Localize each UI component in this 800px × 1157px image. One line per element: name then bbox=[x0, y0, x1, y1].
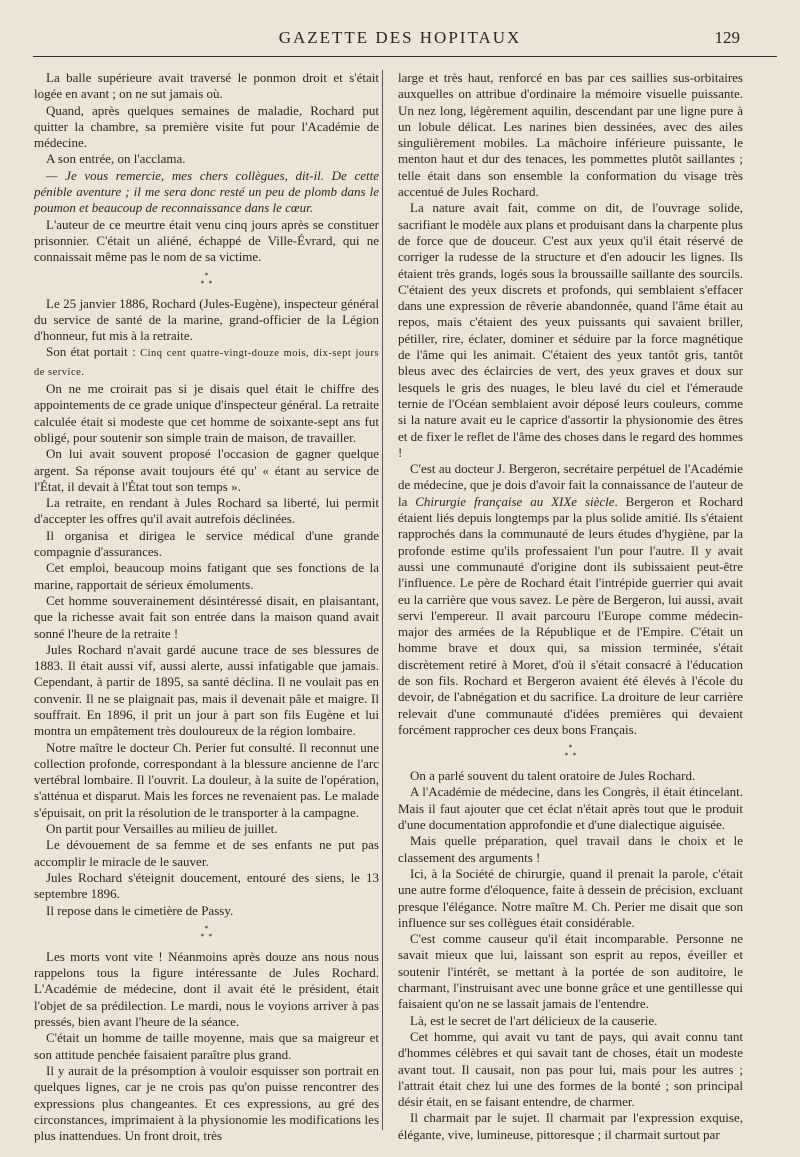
paragraph bbox=[398, 461, 743, 738]
quote-paragraph: — Je vous remercie, mes chers collègues, dit-il. De cette pénible aventure ; il me sera donc resté un peu de plomb dans le poumon et beaucoup de reconnaissance dans le cœur. bbox=[34, 167, 379, 216]
section-separator: * * * bbox=[564, 743, 577, 761]
header-rule bbox=[33, 56, 777, 57]
paragraph: Cet homme souverainement désintéressé disait, en plaisantant, que la richesse avait fait son entrée dans la maison quand avait sonné l'heure de la retraite ! bbox=[34, 592, 379, 641]
paragraph: C'est comme causeur qu'il était incomparable. Personne ne savait mieux que lui, laissant son esprit au repos, éveiller et soutenir l'intérêt, se mettant à la portée de son auditoire, le charmant, l'instruisant avec une bonne grâce et une gentillesse qui faisaient qu'on ne se lassait jamais de l'entendre. bbox=[398, 931, 743, 1012]
paragraph: Notre maître le docteur Ch. Perier fut consulté. Il reconnut une collection profonde, correspondant à la blessure ancienne de l'arc vertébral lombaire. Il l'ouvrit. La douleur, à la suite de l'opération, s'atténua et disparut. Mais les forces ne revenaient pas. Le malade s'épuisait, on prit la résolution de le transporter à la campagne. bbox=[34, 739, 379, 820]
paragraph: On a parlé souvent du talent oratoire de Jules Rochard. bbox=[410, 768, 696, 784]
paragraph: Jules Rochard n'avait gardé aucune trace de ses blessures de 1883. Il était aussi vif, aussi alerte, aussi infatigable que jamais. Cependant, à partir de 1895, sa santé déclina. Il ne voulait pas en convenir. Il ne se plaignait pas, mais il devenait pâle et maigre. Il souffrait. En 1896, il prit un jour à part son fils Eugène et lui montra un empâtement très douloureux de la région lombaire. bbox=[34, 641, 379, 739]
paragraph: On partit pour Versailles au milieu de juillet. bbox=[46, 821, 278, 837]
page-number: 129 bbox=[714, 28, 740, 47]
paragraph: Il organisa et dirigea le service médical d'une grande compagnie d'assurances. bbox=[34, 527, 379, 560]
paragraph: Cet homme, qui avait vu tant de pays, qui avait connu tant d'hommes célèbres et qui savait tant de choses, était un modeste avant tout. Il causait, non pas pour lui, mais pour les autres ; l'attrait était chez lui une des formes de la bonté ; son principal désir était, en se faisant entendre, de charmer. bbox=[398, 1028, 743, 1110]
paragraph: Cet emploi, beaucoup moins fatigant que ses fonctions de la marine, rapportait de sérieux émoluments. bbox=[34, 560, 379, 592]
paragraph: large et très haut, renforcé en bas par ces saillies sus-orbitaires auxquelles on attribue d'ordinaire la mémoire visuelle puissante. Un nez long, légèrement aquilin, descendant par une ligne pure à un lobule délicat. Les narines bien dessinées, avec des ailes singulièrement mobiles. La mâchoire inférieure puissante, le menton haut et dur des tenaces, les pommettes plutôt saillantes ; telle était dans son ensemble la conformation du visage très accentué de Jules Rochard. bbox=[398, 70, 743, 200]
left-column bbox=[34, 70, 379, 1144]
paragraph: Ici, à la Société de chirurgie, quand il prenait la parole, c'était une autre forme d'éloquence, faite à dessein de précision, excluant presque l'élégance. Notre maître M. Ch. Perier me disait que son influence sur ses collègues était considérable. bbox=[398, 865, 743, 930]
right-column bbox=[398, 70, 743, 1143]
paragraph: Mais quelle préparation, quel travail dans le choix et le classement des arguments ! bbox=[398, 833, 743, 865]
paragraph-intro: Son état portait : bbox=[46, 344, 141, 360]
paragraph: Le dévouement de sa femme et de ses enfants ne put pas accomplir le miracle de le sauver. bbox=[34, 837, 379, 869]
paragraph: La retraite, en rendant à Jules Rochard sa liberté, lui permit d'accepter les offres qu'il avait autrefois déclinées. bbox=[34, 495, 379, 527]
paragraph: L'auteur de ce meurtre était venu cinq jours après se constituer prisonnier. C'était un aliéné, échappé de Ville-Évrard, qui ne connaissait même pas le nom de sa victime. bbox=[34, 216, 379, 265]
running-header bbox=[0, 28, 800, 58]
paragraph: Il repose dans le cimetière de Passy. bbox=[46, 902, 234, 918]
paragraph: C'était un homme de taille moyenne, mais que sa maigreur et son attitude penchée faisaient paraître plus grand. bbox=[34, 1030, 379, 1062]
paragraph: A son entrée, on l'acclama. bbox=[46, 151, 186, 167]
paragraph: Les morts vont vite ! Néanmoins après douze ans nous nous rappelons tous la figure intéressante de Jules Rochard. L'Académie de médecine, dont il avait été le président, était l'objet de sa prédilection. Le mardi, nous le voyions arriver à pas pressés, bien avant l'heure de la séance. bbox=[34, 948, 379, 1030]
paragraph: Il charmait par le sujet. Il charmait par l'expression exquise, élégante, vive, lumineuse, pittoresque ; il charmait surtout par bbox=[398, 1110, 743, 1142]
paragraph: Quand, après quelques semaines de maladie, Rochard put quitter la chambre, sa première visite fut pour l'Académie de médecine. bbox=[34, 102, 379, 151]
paragraph-text: . Bergeron et Rochard étaient liés depuis longtemps par la plus solide amitié. Ils s'étaient rapprochés dans la communauté de leurs études d'hygiène, par la profonde estime qu'ils professaient l'un pour l'autre. Il y avait aussi une communauté d'origine dont ils subissaient peut-être l'influence. Le père de Rochard était l'intrépide guerrier qui avait eu la carrière que vous savez. Le père de Bergeron, lui aussi, avait servi l'empereur. Il avait parcouru l'Europe comme médecin-major des armées de la République et de l'Empire. C'était un homme brave et doux qui, sa mission terminée, s'était discrètement retiré à Moret, d'où il s'était consacré à l'éducation de son fils. Rochard et Bergeron avaient été élevés à l'école du devoir, de l'abnégation et du sacrifice. La droiture de leur carrière relevait d'une communauté d'idées premières qui devaient forcément rapprocher ces deux bons Français. bbox=[398, 493, 743, 737]
paragraph: Le 25 janvier 1886, Rochard (Jules-Eugène), inspecteur général du service de santé de la marine, grand-officier de la Légion d'honneur, fut mis à la retraite. bbox=[34, 295, 379, 344]
paragraph-text: C'est au docteur J. Bergeron, secrétaire perpétuel de l'Académie de médecine, que je dois d'avoir fait la connaissance de l'auteur de la bbox=[398, 461, 743, 509]
paragraph: A l'Académie de médecine, dans les Congrès, il était étincelant. Mais il faut ajouter que cet éclat n'était après tout que le produit d'une documentation approfondie et d'une dialectique aiguisée. bbox=[398, 784, 743, 833]
paragraph: Il y aurait de la présomption à vouloir esquisser son portrait en quelques lignes, car je ne crois pas qu'on puisse rencontrer des expressions plus changeantes. Et ces expressions, au gré des circonstances, imprimaient à la physionomie les modifications les plus inattendues. Un front droit, très bbox=[34, 1062, 379, 1144]
book-title: Chirurgie française au XIXe siècle bbox=[415, 493, 615, 509]
column-divider bbox=[382, 70, 383, 1130]
section-separator: * * * bbox=[200, 923, 213, 941]
section-separator: * * * bbox=[200, 270, 213, 288]
paragraph: Jules Rochard s'éteignit doucement, entouré des siens, le 13 septembre 1896. bbox=[34, 869, 379, 902]
paragraph bbox=[34, 344, 379, 381]
small-caps-text: Cinq cent quatre-vingt-douze mois, dix-sept jours de service. bbox=[34, 348, 379, 378]
paragraph: On ne me croirait pas si je disais quel était le chiffre des appointements de ce grade unique d'inspecteur général. La retraite calculée était si modeste que cet homme de soixante-sept ans fut obligé, pour soutenir son simple train de maison, de travailler. bbox=[34, 381, 379, 445]
paragraph: Là, est le secret de l'art délicieux de la causerie. bbox=[410, 1012, 658, 1028]
paragraph: On lui avait souvent proposé l'occasion de gagner quelque argent. Sa réponse avait toujours été qu' « étant au service de l'État, il devait à l'État tout son temps ». bbox=[34, 446, 379, 494]
paragraph: La nature avait fait, comme on dit, de l'ouvrage solide, sacrifiant le modèle aux plans et produisant dans la charpente plus de force que de douceur. C'est aux yeux qu'il était réservé de corriger la rudesse de la structure et d'en adoucir les lignes. Ils étaient très grands, logés sous la broussaille saillante des sourcils. C'étaient des yeux discrets et profonds, qui semblaient s'effacer dans une expression de rêverie abandonnée, quand l'âme était au repos, mais c'étaient des yeux puissants qui savaient briller, pétiller, rire, éclater, dominer et séduire par la force magnétique de l'âme qui les animait. C'étaient des yeux tantôt gris, tantôt bleus avec des éclaircies de vert, des yeux graves et doux sur lesquels le gris des nuages, le bleu lavé du ciel et l'émeraude ternie de l'Océan semblaient avoir déposé leurs couleurs, comme si la nature avait eu le caprice d'assortir la physionomie des êtres et de fixer le reflet de l'âme des choses dans le regard des hommes ! bbox=[398, 200, 743, 460]
journal-title: GAZETTE DES HOPITAUX bbox=[278, 28, 522, 47]
paragraph: La balle supérieure avait traversé le ponmon droit et s'était logée en avant ; on ne sut jamais où. bbox=[34, 70, 379, 102]
